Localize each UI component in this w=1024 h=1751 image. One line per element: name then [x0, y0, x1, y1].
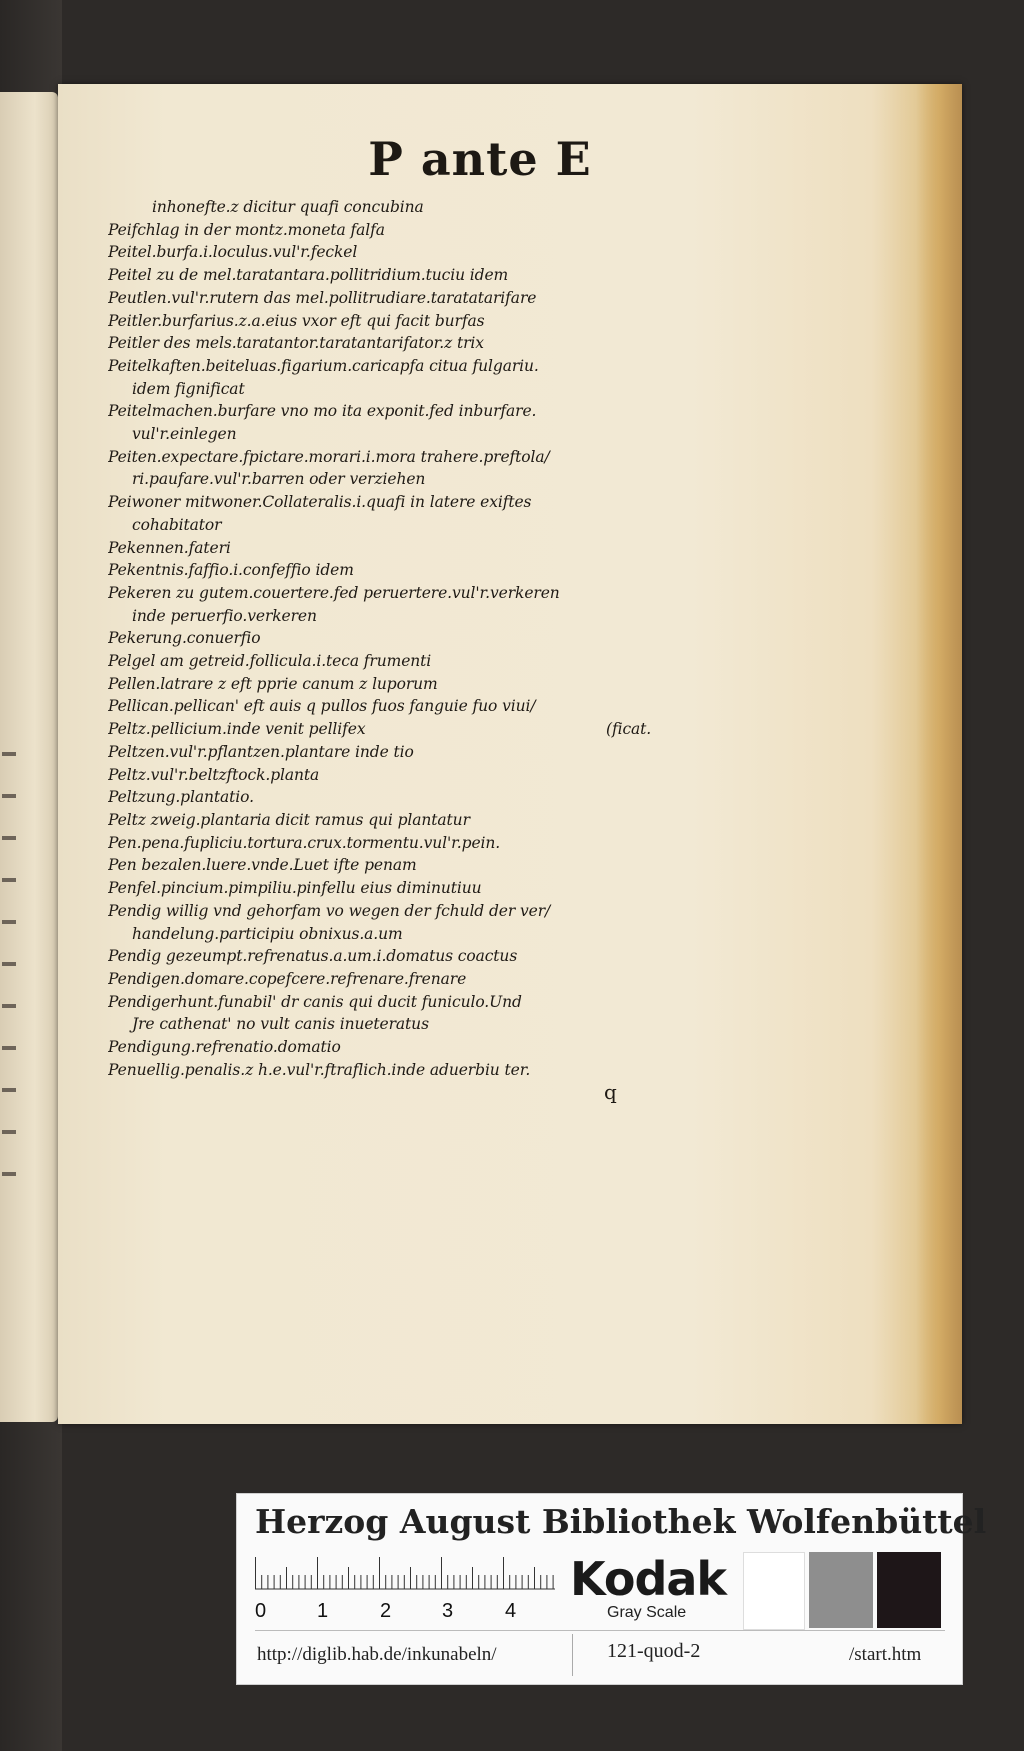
library-url: http://diglib.hab.de/inkunabeln/	[257, 1644, 497, 1665]
text-line: vul'r.einlegen	[132, 425, 237, 444]
text-line: Peitel zu de mel.taratantara.pollitridium.tuciu idem	[108, 266, 509, 285]
text-line: Pendigen.domare.copefcere.refrenare.frenare	[108, 969, 467, 988]
text-line: Pekeren zu gutem.couertere.fed peruertere.vul'r.verkeren	[108, 583, 560, 602]
text-line: Pen bezalen.luere.vnde.Luet ifte penam	[108, 856, 417, 875]
ruler-number: 0	[255, 1600, 267, 1622]
text-line: Pendigung.refrenatio.domatio	[108, 1038, 341, 1057]
text-line: Peitler.burfarius.z.a.eius vxor eft qui facit burfas	[108, 311, 485, 330]
text-line: Peltzen.vul'r.pflantzen.plantare inde tio	[108, 742, 414, 761]
previous-page-edge	[0, 92, 58, 1422]
text-line: Pellen.latrare z eft pprie canum z luporum	[108, 674, 438, 693]
page-edge-shading	[916, 84, 962, 1424]
text-line-main: Peltz.pellicium.inde venit pellifex	[108, 720, 366, 739]
text-line: Peiwoner mitwoner.Collateralis.i.quafi in latere exiftes	[108, 493, 532, 512]
url-separator	[572, 1634, 573, 1676]
text-line: cohabitator	[132, 515, 222, 534]
text-line: Pendigerhunt.funabil' dr canis qui ducit funiculo.Und	[108, 992, 522, 1011]
start-url: /start.htm	[849, 1644, 922, 1665]
text-line: Peifchlag in der montz.moneta falfa	[108, 220, 385, 239]
text-line: Pekentnis.faffio.i.confeffio idem	[108, 561, 354, 580]
text-line: Peitler des mels.taratantor.taratantarifator.z trix	[108, 334, 484, 353]
text-line: Peitelmachen.burfare vno mo ita exponit.fed inburfare.	[108, 402, 537, 421]
text-line: Peitelkaften.beiteluas.figarium.caricapfa citua fulgariu.	[108, 356, 539, 375]
text-line: Pelgel am getreid.follicula.i.teca frumenti	[108, 652, 432, 671]
card-divider	[255, 1630, 945, 1631]
shelfmark-code: 121-quod-2	[607, 1640, 701, 1662]
margin-note: (ficat.	[606, 720, 652, 739]
text-line: Peutlen.vul'r.rutern das mel.pollitrudiare.taratatarifare	[108, 288, 537, 307]
text-line: Jre cathenat' no vult canis inueteratus	[132, 1015, 429, 1034]
library-color-card	[236, 1493, 987, 1685]
white-swatch	[743, 1552, 805, 1630]
text-line: Peltz.vul'r.beltzftock.planta	[108, 765, 320, 784]
text-line: Pendig gezeumpt.refrenatus.a.um.i.domatus coactus	[108, 947, 518, 966]
text-line: Pendig willig vnd gehorfam vo wegen der fchuld der ver/	[108, 901, 551, 920]
black-swatch	[877, 1552, 941, 1628]
text-line: handelung.participiu obnixus.a.um	[132, 924, 403, 943]
text-line: Peltzung.plantatio.	[108, 788, 254, 807]
ruler-number: 2	[380, 1600, 392, 1622]
text-line: Peltz zweig.plantaria dicit ramus qui plantatur	[108, 810, 470, 829]
gray-scale-label: Gray Scale	[607, 1604, 687, 1621]
text-line: Pekennen.fateri	[108, 538, 231, 557]
text-line: inde peruerfio.verkeren	[132, 606, 317, 625]
text-line: Pekerung.conuerfio	[108, 629, 261, 648]
kodak-logo: Kodak	[570, 1552, 726, 1606]
signature-mark: q	[604, 1080, 617, 1104]
ruler-number: 1	[317, 1600, 329, 1622]
page-text	[108, 196, 688, 1081]
text-line: ri.paufare.vul'r.barren oder verziehen	[132, 470, 426, 489]
ruler-number: 4	[505, 1600, 517, 1622]
text-line: inhonefte.z dicitur quafi concubina	[152, 198, 424, 216]
text-line: Penuellig.penalis.z h.e.vul'r.ftraflich.inde aduerbiu ter.	[108, 1060, 531, 1079]
text-line: Pellican.pellican' eft auis q pullos fuos fanguie fuo viui/	[108, 697, 536, 716]
text-line: Penfel.pincium.pimpiliu.pinfellu eius diminutiuu	[108, 879, 482, 898]
text-line: Peitel.burfa.i.loculus.vul'r.feckel	[108, 243, 358, 262]
text-line: Pen.pena.fupliciu.tortura.crux.tormentu.vul'r.pein.	[108, 833, 501, 852]
text-line: Peiten.expectare.fpictare.morari.i.mora trahere.preftola/	[108, 447, 550, 466]
ruler-ticks	[255, 1556, 555, 1590]
page-header: P ante E	[368, 132, 592, 186]
gray-swatch	[809, 1552, 873, 1628]
library-title: Herzog August Bibliothek Wolfenbüttel	[255, 1502, 987, 1541]
text-line	[108, 718, 688, 741]
ruler-numbers	[255, 1600, 555, 1624]
text-line: idem fignificat	[132, 379, 245, 398]
previous-page-marks	[2, 732, 16, 1192]
ruler-number: 3	[442, 1600, 454, 1622]
